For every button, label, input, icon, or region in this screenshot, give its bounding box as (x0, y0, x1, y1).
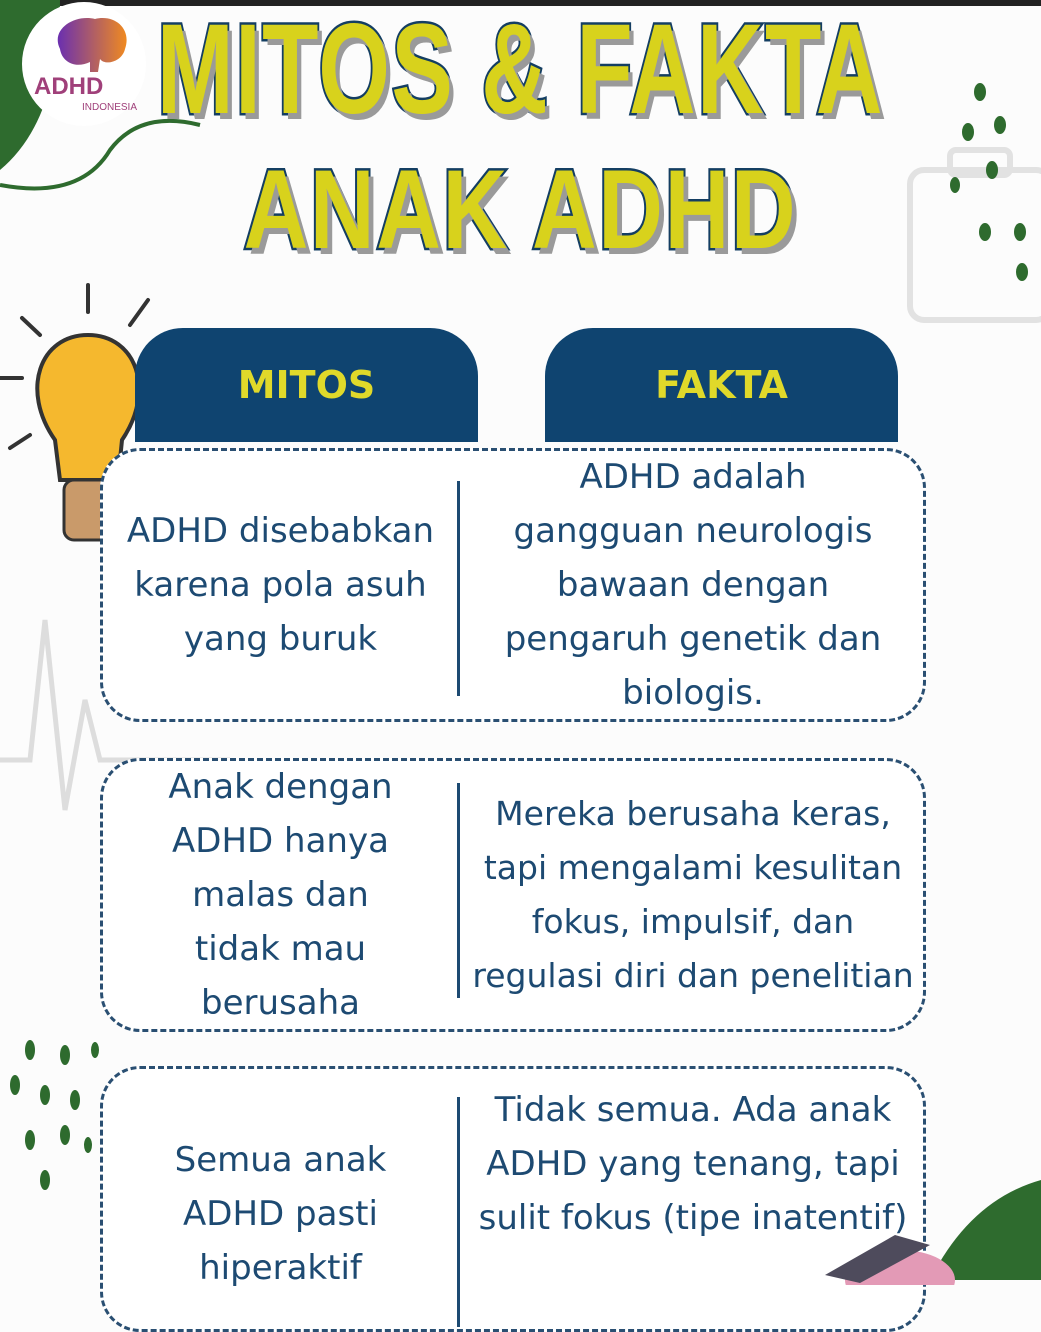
mitos-text: ADHD disebabkan karena pola asuh yang buruk (126, 511, 435, 659)
divider (457, 481, 460, 696)
row-card (100, 1066, 926, 1332)
header-mitos: MITOS (135, 328, 478, 442)
mitos-text: Semua anak ADHD pasti hiperaktif (174, 1140, 387, 1288)
adhd-indonesia-logo (22, 2, 146, 126)
row-card (100, 758, 926, 1032)
divider (457, 1097, 460, 1327)
mitos-text: Anak dengan ADHD hanya malas dan tidak mau berusaha (168, 767, 393, 1023)
logo-subtitle: INDONESIA (82, 102, 138, 113)
title-line-1: MITOS & FAKTA (156, 0, 884, 141)
fakta-text: Mereka berusaha keras, tapi mengalami kesulitan fokus, impulsif, dan regulasi diri dan penelitian (472, 794, 914, 995)
graduation-cap-brain-icon (820, 1225, 960, 1285)
logo-brand: ADHD (34, 73, 104, 100)
divider (457, 783, 460, 998)
brain-icon (50, 14, 130, 74)
row-card (100, 448, 926, 722)
fakta-text: ADHD adalah gangguan neurologis bawaan dengan pengaruh genetik dan biologis. (504, 457, 882, 713)
fakta-text: Tidak semua. Ada anak ADHD yang tenang, tapi sulit fokus (tipe inatentif) (478, 1090, 908, 1238)
title-line-2: ANAK ADHD (243, 147, 798, 272)
header-fakta: FAKTA (545, 328, 898, 442)
